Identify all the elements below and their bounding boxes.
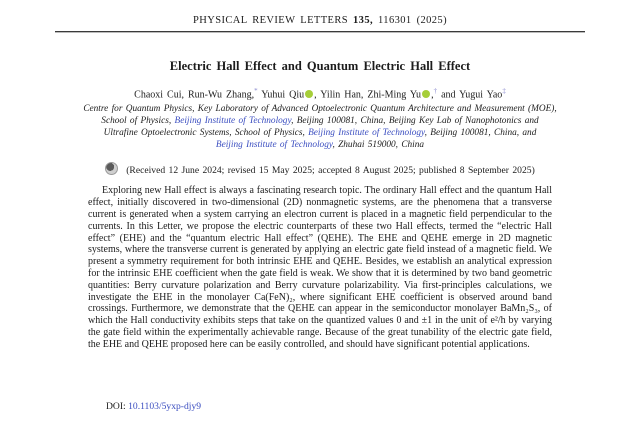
footnote-mark[interactable]: ‡: [502, 87, 506, 95]
text-run: Chaoxi Cui, Run-Wu Zhang,: [134, 89, 255, 101]
authors-line: [0, 87, 640, 100]
journal-header: [0, 0, 640, 26]
orcid-icon[interactable]: [305, 90, 313, 98]
page-title: Electric Hall Effect and Quantum Electric Hall Effect: [169, 59, 471, 73]
doi-line: [106, 401, 201, 412]
journal-article-info: 116301 (2025): [378, 15, 447, 26]
affiliation-line: [0, 139, 640, 151]
footnote-mark[interactable]: *: [254, 87, 258, 95]
text-run: , Beijing 100081, China, Beijing Key Lab of Nanophotonics and: [291, 116, 539, 127]
affiliation-link[interactable]: Beijing Institute of Technology: [308, 128, 425, 139]
journal-name: PHYSICAL REVIEW LETTERS: [193, 15, 348, 26]
affiliation-line: [0, 127, 640, 139]
footnote-mark[interactable]: †: [433, 87, 438, 95]
affiliation-link[interactable]: Beijing Institute of Technology: [174, 116, 292, 127]
affiliation-line: [0, 103, 640, 115]
affiliations-block: [0, 103, 640, 151]
affiliation-link[interactable]: Beijing Institute of Technology: [215, 140, 333, 151]
text-run: Ultrafine Optoelectronic Systems, School of Physics,: [103, 128, 309, 139]
text-run: and Yugui Yao: [437, 89, 503, 101]
crossmark-icon[interactable]: [105, 162, 118, 175]
text-run: School of Physics,: [101, 116, 175, 127]
doi-link[interactable]: 10.1103/5yxp-djy9: [128, 401, 202, 412]
affiliation-line: [0, 115, 640, 127]
abstract-paragraph: Exploring new Hall effect is always a fascinating research topic. The ordinary Hall effect and the quantum Hall effect, initially discovered in two-dimensional (2D) nonmagnetic systems, are the phenomena that a transverse current is generated when a system carrying an electron current is placed in a magnetic field perpendicular to the currents. In this Letter, we propose the electric counterparts of these two Hall effects, termed the “electric Hall effect” (EHE) and the “quantum electric Hall effect” (QEHE). The EHE and QEHE emerge in 2D magnetic systems, where the transverse current is generated by applying an electric gate field instead of a magnetic field. We present a symmetry requirement for both intrinsic EHE and QEHE. Besides, we establish an analytical expression for the intrinsic EHE coefficient when the gate field is weak. We show that it is determined by two band geometric quantities: Berry curvature polarization and Berry curvature polarizability. Via first-principles calculations, we investigate the EHE in the monolayer Ca(FeN)₂, where significant EHE coefficient is observed around band crossings. Furthermore, we demonstrate that the QEHE can appear in the semiconductor monolayer BaMn₂S₃, of which the Hall conductivity exhibits steps that take on the quantized values 0 and ±1 in the unit of e²/h by varying the gate field within the experimentally achievable range. Because of the great tunability of the electric gate field, the EHE and QEHE proposed here can be easily controlled, and should have significant potential applications.: [88, 185, 552, 350]
dates-line: [0, 162, 640, 176]
text-run: Centre for Quantum Physics, Key Laboratory of Advanced Optoelectronic Quantum Architecture and Measurement (MOE),: [83, 104, 557, 115]
text-run: , Yilin Han, Zhi-Ming Yu: [314, 89, 422, 101]
doi-label: DOI:: [106, 401, 129, 412]
text-run: , Beijing 100081, China, and: [424, 128, 537, 139]
journal-volume: 135,: [353, 15, 373, 26]
header-rule: [55, 31, 585, 32]
text-run: ,: [431, 89, 434, 101]
dates-text: (Received 12 June 2024; revised 15 May 2025; accepted 8 August 2025; published 8 September 2025): [126, 165, 535, 177]
orcid-icon[interactable]: [422, 90, 430, 98]
text-run: Yuhui Qiu: [257, 89, 305, 101]
text-run: , Zhuhai 519000, China: [332, 140, 425, 151]
